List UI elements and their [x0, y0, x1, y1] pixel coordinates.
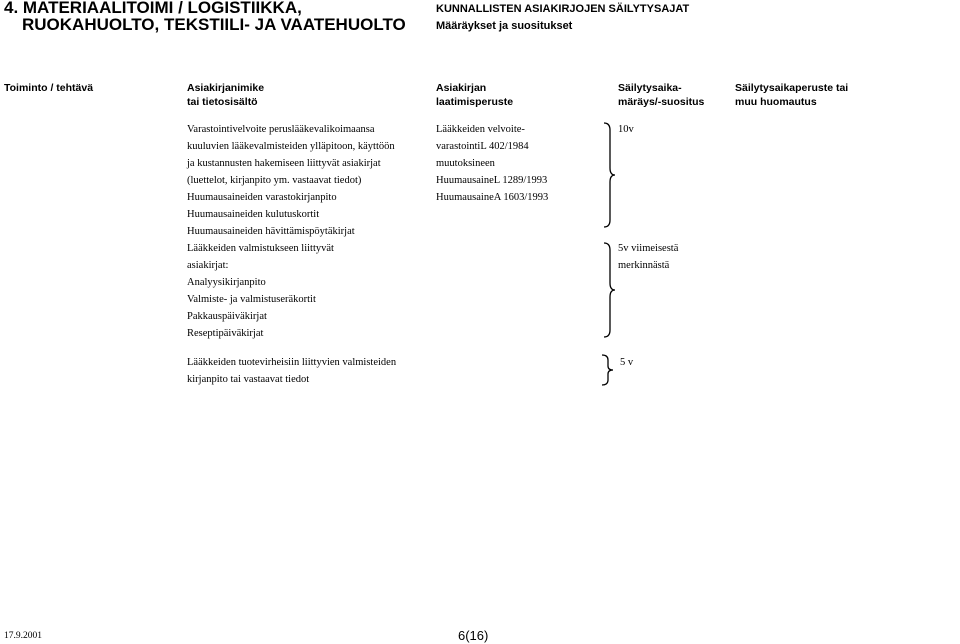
- basis-line: varastointiL 402/1984: [436, 141, 529, 152]
- record-line: Analyysikirjanpito: [187, 277, 266, 288]
- basis-line: HuumausaineL 1289/1993: [436, 175, 548, 186]
- document-subtitle: Määräykset ja suositukset: [436, 20, 573, 32]
- group3-retention: 5 v: [620, 357, 634, 368]
- group2-retention: 5v viimeisestä merkinnästä: [618, 243, 679, 271]
- record-line: Reseptipäiväkirjat: [187, 328, 264, 339]
- column-header-function: Toiminto / tehtävä: [4, 82, 94, 94]
- group2-records: [187, 240, 334, 342]
- group2-brace-icon: [602, 242, 616, 338]
- basis-line: HuumausaineA 1603/1993: [436, 192, 549, 203]
- record-line: Huumausaineiden varastokirjanpito: [187, 192, 337, 203]
- column-header-record-name: Asiakirjanimike tai tietosisältö: [187, 82, 265, 108]
- record-line: Huumausaineiden kulutuskortit: [187, 209, 320, 220]
- column-header-retention: Säilytysaika- märäys/-suositus: [618, 82, 705, 108]
- record-line: Varastointivelvoite peruslääkevalikoimaansa: [187, 124, 375, 135]
- group1-records: [187, 121, 395, 240]
- group1-brace-icon: [602, 122, 616, 228]
- footer-date: 17.9.2001: [4, 631, 42, 641]
- record-line: kuuluvien lääkevalmisteiden ylläpitoon, käyttöön: [187, 141, 395, 152]
- group1-retention: 10v: [618, 124, 634, 135]
- record-line: Pakkauspäiväkirjat: [187, 311, 267, 322]
- section-title-line1: 4. MATERIAALITOIMI / LOGISTIIKKA,: [4, 0, 302, 17]
- record-line: Lääkkeiden tuotevirheisiin liittyvien valmisteiden: [187, 357, 397, 368]
- column-header-remark: Säilytysaikaperuste tai muu huomautus: [735, 82, 849, 108]
- document-title: KUNNALLISTEN ASIAKIRJOJEN SÄILYTYSAJAT: [436, 3, 690, 15]
- column-header-basis: Asiakirjan laatimisperuste: [436, 82, 514, 108]
- basis-line: muutoksineen: [436, 158, 495, 169]
- record-line: kirjanpito tai vastaavat tiedot: [187, 374, 310, 385]
- record-line: ja kustannusten hakemiseen liittyvät asiakirjat: [187, 158, 381, 169]
- record-line: asiakirjat:: [187, 260, 229, 271]
- page-number: 6(16): [458, 628, 489, 643]
- record-line: Valmiste- ja valmistuseräkortit: [187, 294, 316, 305]
- group3-brace-icon: [600, 354, 614, 386]
- record-line: Huumausaineiden hävittämispöytäkirjat: [187, 226, 355, 237]
- record-line: (luettelot, kirjanpito ym. vastaavat tiedot): [187, 175, 362, 186]
- basis-line: Lääkkeiden velvoite-: [436, 124, 525, 135]
- section-title-line2: RUOKAHUOLTO, TEKSTIILI- JA VAATEHUOLTO: [22, 15, 406, 34]
- record-line: Lääkkeiden valmistukseen liittyvät: [187, 243, 334, 254]
- group1-basis: [436, 121, 548, 206]
- group3-records: [187, 354, 396, 388]
